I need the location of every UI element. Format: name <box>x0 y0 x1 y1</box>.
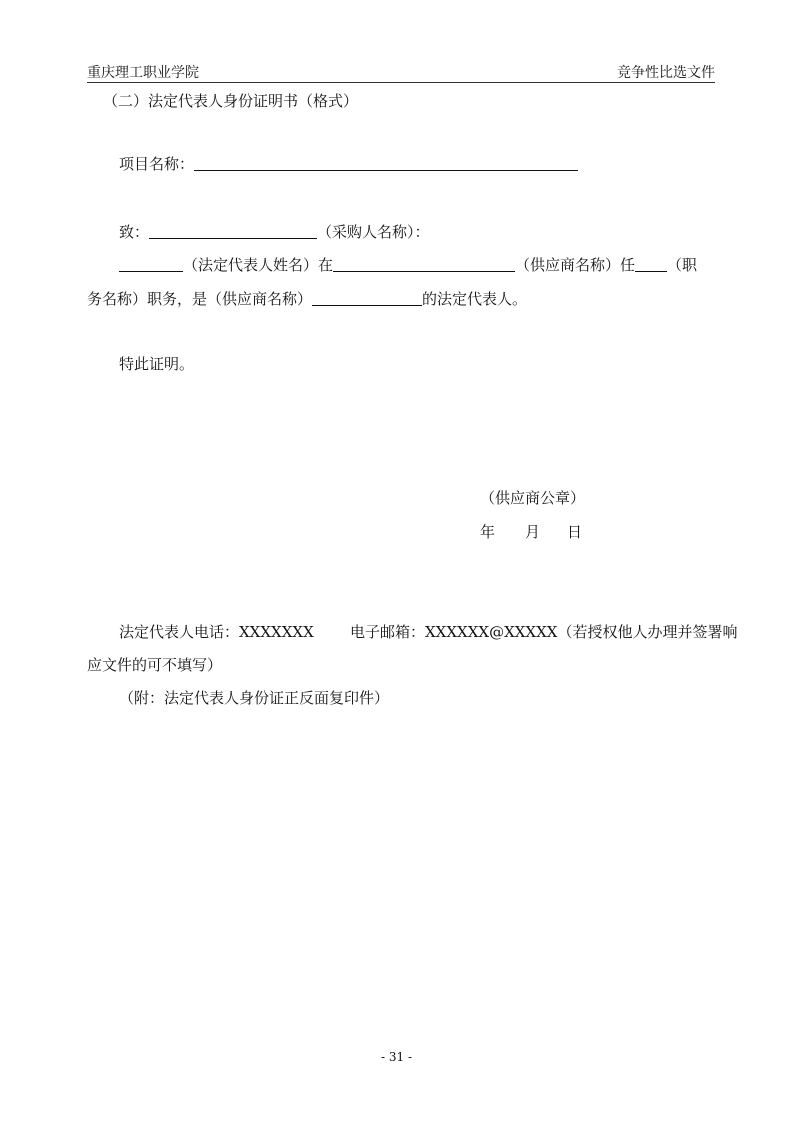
body-text-2b: 的法定代表人。 <box>422 290 528 308</box>
addressee-label: 致： <box>119 223 150 241</box>
body-line-1 <box>119 254 697 275</box>
legal-rep-name-blank[interactable] <box>119 257 183 272</box>
date-month: 月 <box>525 523 541 541</box>
project-name-row <box>119 153 578 174</box>
page-number: - 31 - <box>380 1050 412 1064</box>
addressee-suffix: （采购人名称）： <box>317 223 430 241</box>
supplier-seal-label: （供应商公章） <box>480 489 586 507</box>
attachment-note: （附：法定代表人身份证正反面复印件） <box>119 689 390 707</box>
header-school-name: 重庆理工职业学院 <box>87 65 199 81</box>
certify-text: 特此证明。 <box>119 355 195 373</box>
contact-note: 应文件的可不填写） <box>87 656 223 674</box>
addressee-row <box>119 221 430 242</box>
date-row <box>480 521 582 542</box>
supplier-name-blank-2[interactable] <box>312 291 422 306</box>
header-document-type: 竞争性比选文件 <box>617 65 715 81</box>
body-text-1c: （职 <box>667 256 698 274</box>
section-title: （二）法定代表人身份证明书（格式） <box>103 92 359 110</box>
date-day: 日 <box>567 523 583 541</box>
purchaser-name-blank[interactable] <box>149 224 317 239</box>
body-text-2a: 务名称）职务，是（供应商名称） <box>87 290 313 308</box>
email-label: 电子邮箱：XXXXXX@XXXXX（若授权他人办理并签署响 <box>350 623 738 641</box>
body-text-1a: （法定代表人姓名）在 <box>183 256 334 274</box>
project-name-label: 项目名称： <box>119 155 195 173</box>
header-divider <box>87 82 715 83</box>
project-name-blank[interactable] <box>194 156 578 171</box>
body-text-1b: （供应商名称）任 <box>515 256 636 274</box>
body-line-2 <box>87 288 527 309</box>
supplier-name-blank[interactable] <box>333 257 515 272</box>
date-year: 年 <box>480 523 496 541</box>
phone-label: 法定代表人电话：XXXXXXX <box>119 623 314 641</box>
position-blank[interactable] <box>635 257 667 272</box>
